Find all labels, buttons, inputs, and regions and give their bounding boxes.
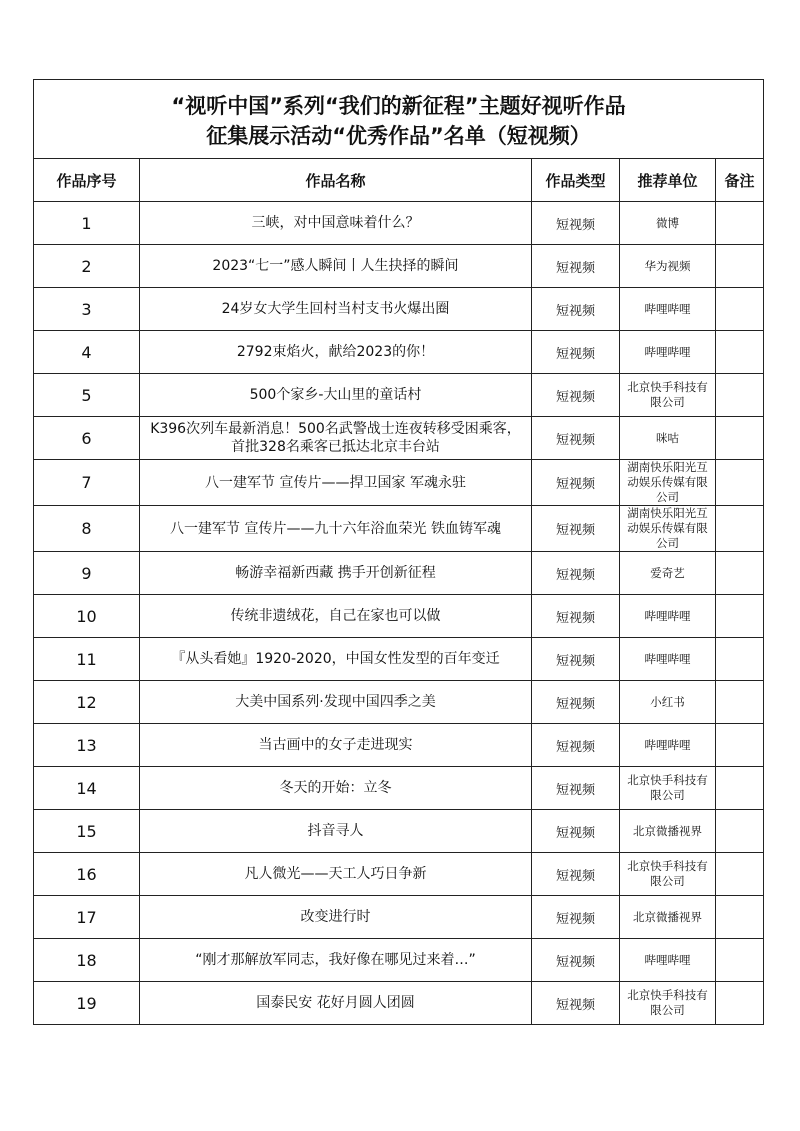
cell-type: 短视频	[532, 202, 620, 245]
cell-name: 当古画中的女子走进现实	[140, 724, 532, 767]
cell-name: 2792束焰火，献给2023的你！	[140, 331, 532, 374]
table-row	[34, 245, 764, 288]
cell-number: 4	[34, 331, 140, 374]
cell-number: 5	[34, 374, 140, 417]
cell-unit: 哔哩哔哩	[620, 939, 716, 982]
table-row	[34, 638, 764, 681]
cell-name: 三峡，对中国意味着什么？	[140, 202, 532, 245]
cell-unit: 湖南快乐阳光互动娱乐传媒有限公司	[620, 460, 716, 506]
cell-type: 短视频	[532, 374, 620, 417]
cell-unit: 咪咕	[620, 417, 716, 460]
cell-note	[716, 810, 764, 853]
table-row	[34, 982, 764, 1025]
cell-unit: 哔哩哔哩	[620, 288, 716, 331]
cell-number: 13	[34, 724, 140, 767]
cell-name: 500个家乡-大山里的童话村	[140, 374, 532, 417]
header-name: 作品名称	[140, 159, 532, 202]
cell-type: 短视频	[532, 506, 620, 552]
table-row	[34, 288, 764, 331]
cell-name: 畅游幸福新西藏 携手开创新征程	[140, 552, 532, 595]
cell-number: 17	[34, 896, 140, 939]
cell-number: 16	[34, 853, 140, 896]
cell-unit: 哔哩哔哩	[620, 638, 716, 681]
cell-unit: 北京快手科技有限公司	[620, 982, 716, 1025]
cell-note	[716, 896, 764, 939]
cell-note	[716, 982, 764, 1025]
cell-note	[716, 681, 764, 724]
cell-type: 短视频	[532, 767, 620, 810]
cell-type: 短视频	[532, 853, 620, 896]
table-row	[34, 595, 764, 638]
cell-type: 短视频	[532, 245, 620, 288]
cell-number: 12	[34, 681, 140, 724]
cell-number: 8	[34, 506, 140, 552]
cell-note	[716, 331, 764, 374]
cell-type: 短视频	[532, 460, 620, 506]
cell-number: 3	[34, 288, 140, 331]
cell-name: 八一建军节 宣传片——捍卫国家 军魂永驻	[140, 460, 532, 506]
header-row	[34, 159, 764, 202]
cell-note	[716, 460, 764, 506]
header-number: 作品序号	[34, 159, 140, 202]
cell-unit: 北京快手科技有限公司	[620, 767, 716, 810]
cell-number: 9	[34, 552, 140, 595]
cell-name: 冬天的开始：立冬	[140, 767, 532, 810]
cell-type: 短视频	[532, 552, 620, 595]
table-row	[34, 460, 764, 506]
cell-type: 短视频	[532, 982, 620, 1025]
cell-note	[716, 202, 764, 245]
cell-note	[716, 506, 764, 552]
cell-name: 『从头看她』1920-2020，中国女性发型的百年变迁	[140, 638, 532, 681]
cell-name: 改变进行时	[140, 896, 532, 939]
table-row	[34, 331, 764, 374]
cell-type: 短视频	[532, 417, 620, 460]
table-body	[34, 202, 764, 1025]
cell-note	[716, 288, 764, 331]
title-line-2: 征集展示活动“优秀作品”名单（短视频）	[206, 123, 591, 148]
cell-type: 短视频	[532, 331, 620, 374]
cell-name: 抖音寻人	[140, 810, 532, 853]
cell-note	[716, 767, 764, 810]
table-row	[34, 506, 764, 552]
cell-name: 传统非遗绒花，自己在家也可以做	[140, 595, 532, 638]
table-row	[34, 202, 764, 245]
cell-type: 短视频	[532, 638, 620, 681]
cell-type: 短视频	[532, 939, 620, 982]
cell-unit: 北京微播视界	[620, 896, 716, 939]
cell-unit: 小红书	[620, 681, 716, 724]
cell-note	[716, 374, 764, 417]
cell-type: 短视频	[532, 681, 620, 724]
table-row	[34, 681, 764, 724]
table-row	[34, 767, 764, 810]
cell-number: 18	[34, 939, 140, 982]
cell-name: “刚才那解放军同志，我好像在哪见过来着…”	[140, 939, 532, 982]
cell-unit: 爱奇艺	[620, 552, 716, 595]
cell-unit: 华为视频	[620, 245, 716, 288]
cell-name: 大美中国系列·发现中国四季之美	[140, 681, 532, 724]
cell-number: 14	[34, 767, 140, 810]
table-row	[34, 724, 764, 767]
cell-type: 短视频	[532, 810, 620, 853]
table-row	[34, 896, 764, 939]
cell-unit: 微博	[620, 202, 716, 245]
cell-name: 凡人微光——天工人巧日争新	[140, 853, 532, 896]
cell-unit: 哔哩哔哩	[620, 331, 716, 374]
cell-number: 2	[34, 245, 140, 288]
cell-type: 短视频	[532, 896, 620, 939]
cell-name: 国泰民安 花好月圆人团圆	[140, 982, 532, 1025]
cell-unit: 湖南快乐阳光互动娱乐传媒有限公司	[620, 506, 716, 552]
cell-unit: 北京微播视界	[620, 810, 716, 853]
cell-note	[716, 245, 764, 288]
table-row	[34, 417, 764, 460]
cell-unit: 北京快手科技有限公司	[620, 853, 716, 896]
cell-name: 2023“七一”感人瞬间丨人生抉择的瞬间	[140, 245, 532, 288]
cell-name: K396次列车最新消息！500名武警战士连夜转移受困乘客，首批328名乘客已抵达北京丰台站	[140, 417, 532, 460]
cell-note	[716, 638, 764, 681]
cell-number: 10	[34, 595, 140, 638]
header-type: 作品类型	[532, 159, 620, 202]
cell-unit: 哔哩哔哩	[620, 595, 716, 638]
title-line-1: “视听中国”系列“我们的新征程”主题好视听作品	[171, 93, 626, 118]
document-title	[34, 80, 764, 159]
table-row	[34, 853, 764, 896]
cell-type: 短视频	[532, 595, 620, 638]
cell-note	[716, 595, 764, 638]
cell-name: 24岁女大学生回村当村支书火爆出圈	[140, 288, 532, 331]
cell-number: 19	[34, 982, 140, 1025]
cell-type: 短视频	[532, 288, 620, 331]
cell-note	[716, 724, 764, 767]
cell-note	[716, 939, 764, 982]
cell-note	[716, 417, 764, 460]
cell-name: 八一建军节 宣传片——九十六年浴血荣光 铁血铸军魂	[140, 506, 532, 552]
cell-number: 7	[34, 460, 140, 506]
cell-number: 11	[34, 638, 140, 681]
cell-unit: 北京快手科技有限公司	[620, 374, 716, 417]
cell-note	[716, 552, 764, 595]
header-note: 备注	[716, 159, 764, 202]
cell-note	[716, 853, 764, 896]
cell-unit: 哔哩哔哩	[620, 724, 716, 767]
award-list-table	[33, 79, 764, 1025]
title-row	[34, 80, 764, 159]
cell-number: 6	[34, 417, 140, 460]
header-unit: 推荐单位	[620, 159, 716, 202]
cell-type: 短视频	[532, 724, 620, 767]
table-row	[34, 939, 764, 982]
table-row	[34, 810, 764, 853]
cell-number: 15	[34, 810, 140, 853]
cell-number: 1	[34, 202, 140, 245]
table-row	[34, 552, 764, 595]
award-list-sheet	[33, 79, 763, 1025]
table-row	[34, 374, 764, 417]
